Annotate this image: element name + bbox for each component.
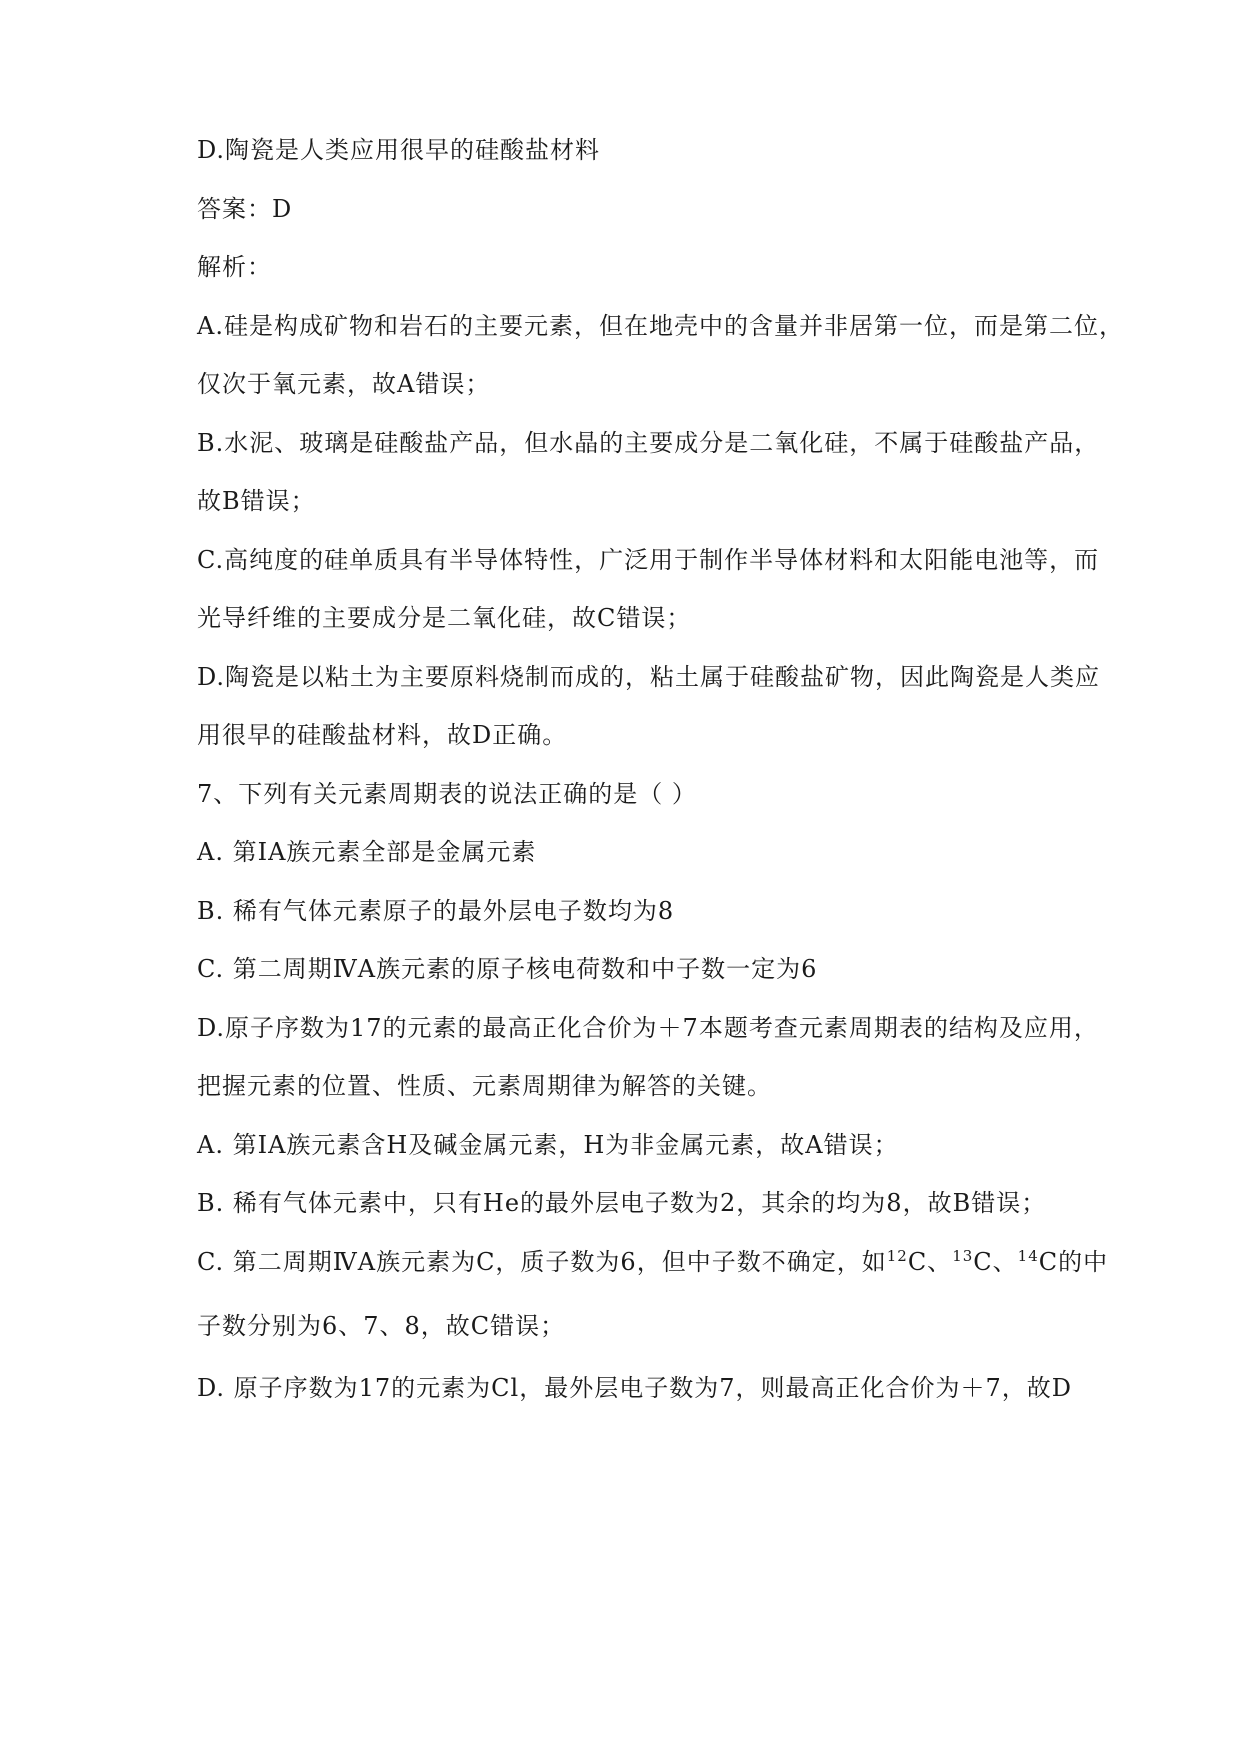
analysis-d-line-2: 用很早的硅酸盐材料，故D正确。 <box>197 721 568 749</box>
question-7-analysis-intro: 把握元素的位置、性质、元素周期律为解答的关键。 <box>197 1072 772 1100</box>
question-7-analysis-b: B. 稀有气体元素中，只有He的最外层电子数为2，其余的均为8，故B错误； <box>197 1189 1047 1217</box>
question-7-analysis-a: A. 第IA族元素含H及碱金属元素，H为非金属元素，故A错误； <box>197 1131 899 1159</box>
isotope-separator-text: C、 <box>907 1248 953 1276</box>
analysis-c-tail-text: C的中 <box>1038 1248 1109 1276</box>
analysis-c-line-2: 光导纤维的主要成分是二氧化硅，故C错误； <box>197 604 692 632</box>
isotope-separator-text: C、 <box>973 1248 1018 1276</box>
analysis-b-line-1: B.水泥、玻璃是硅酸盐产品，但水晶的主要成分是二氧化硅，不属于硅酸盐产品， <box>197 429 1100 457</box>
question-7-option-c: C. 第二周期ⅣA族元素的原子核电荷数和中子数一定为6 <box>197 955 818 983</box>
question-7-option-d: D.原子序数为17的元素的最高正化合价为＋7本题考查元素周期表的结构及应用， <box>197 1014 1099 1042</box>
question-7-analysis-c-line-2: 子数分别为6、7、8，故C错误； <box>197 1312 566 1340</box>
analysis-a-line-2: 仅次于氧元素，故A错误； <box>197 370 491 398</box>
analysis-c-text: C. 第二周期ⅣA族元素为C，质子数为6，但中子数不确定，如 <box>197 1248 887 1276</box>
question-7-option-b: B. 稀有气体元素原子的最外层电子数均为8 <box>197 897 675 925</box>
answer-line: 答案：D <box>197 195 293 223</box>
analysis-heading: 解析： <box>197 253 272 281</box>
question-7-analysis-d: D. 原子序数为17的元素为Cl，最外层电子数为7，则最高正化合价为＋7，故D <box>197 1374 1073 1402</box>
isotope-13-mass-number: 13 <box>952 1247 974 1265</box>
analysis-d-line-1: D.陶瓷是以粘土为主要原料烧制而成的，粘土属于硅酸盐矿物，因此陶瓷是人类应 <box>197 663 1101 691</box>
analysis-a-line-1: A.硅是构成矿物和岩石的主要元素，但在地壳中的含量并非居第一位，而是第二位， <box>197 312 1124 340</box>
analysis-b-line-2: 故B错误； <box>197 487 316 515</box>
isotope-14-mass-number: 14 <box>1017 1247 1039 1265</box>
option-d-text: D.陶瓷是人类应用很早的硅酸盐材料 <box>197 136 601 164</box>
isotope-12-mass-number: 12 <box>886 1247 908 1265</box>
question-7-stem: 7、下列有关元素周期表的说法正确的是（ ） <box>197 780 697 808</box>
question-7-analysis-c-line-1 <box>197 1246 1108 1278</box>
analysis-c-line-1: C.高纯度的硅单质具有半导体特性，广泛用于制作半导体材料和太阳能电池等，而 <box>197 546 1100 574</box>
question-7-option-a: A. 第IA族元素全部是金属元素 <box>197 838 537 866</box>
